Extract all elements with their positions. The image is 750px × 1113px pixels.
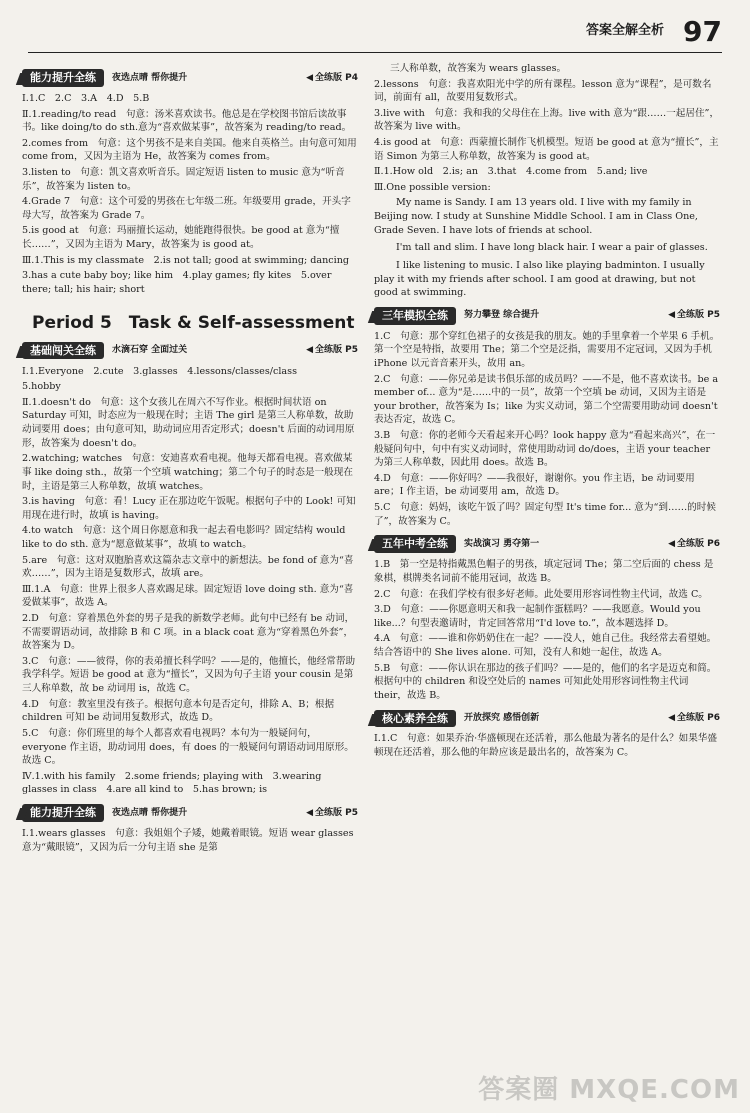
arrow-icon: ◀ — [306, 345, 313, 356]
header-title: 答案全解全析 — [585, 23, 664, 38]
page-number: 97 — [683, 15, 722, 48]
answer-line: Ⅱ.1.reading/to read 句意：汤米喜欢读书。他总是在学校图书馆后读故事书。like doing/to do sth.意为“喜欢做某事”，故答案为 reading/to read。 — [22, 108, 352, 134]
banner-reference — [668, 538, 720, 551]
answer-line: Ⅲ.1.A 句意：世界上很多人喜欢踢足球。固定短语 love doing sth. 意为“喜爱做某事”，故选 A。 — [22, 583, 354, 609]
section-banner — [22, 68, 358, 88]
section-banner — [374, 306, 720, 326]
answer-line: Ⅰ.1.C 句意：如果乔治·华盛顿现在还活着，那么他最为著名的是什么？如果华盛顿现在还活着，那么他的年龄应该是最出名的，故答案为 C。 — [374, 733, 717, 758]
answer-line: 5.B 句意：——你认识在那边的孩子们吗？——是的，他们的名字是迈克和简。根据句中的 children 和设空处后的 names 可知此处用形容词性物主代词 their，故选 B。 — [374, 662, 717, 701]
answer-line: 5.C 句意：你们班里的每个人都喜欢看电视吗？本句为一般疑问句，everyone 作主语，助动词用 does，有 does 的一般疑问句谓语动词用原形。故选 C。 — [22, 727, 354, 767]
answer-line: Ⅱ.1.doesn't do 句意：这个女孩儿在周六不写作业。根据时间状语 on Saturday 可知，时态应为一般现在时；主语 The girl 是第三人称单数，故助动词要用 does；由句意可知，助动词应用否定形式；doesn't 后面的动词用原形，故答案为 doesn't do。 — [22, 396, 355, 449]
section-banner — [22, 341, 358, 361]
arrow-icon: ◀ — [306, 72, 313, 83]
essay-paragraph: My name is Sandy. I am 13 years old. I live with my family in Beijing now. I study at Sunshine Middle School. I am in Class One, Grade Seven. I have lots of friends at school. — [374, 197, 698, 236]
answer-line: 5.are 句意：这对双胞胎喜欢这篇杂志文章中的新想法。be fond of 意为“喜欢……”，因为主语是复数形式，故填 are。 — [22, 554, 354, 580]
banner-ref-label: 全练版 P6 — [677, 538, 720, 549]
banner-tag: 三年模拟全练 — [374, 307, 456, 325]
banner-subtitle: 水滴石穿 全面过关 — [112, 345, 188, 356]
answer-line: 2.watching; watches 句意：安迪喜欢看电视。他每天都看电视。喜欢做某事 like doing sth.，故第一个空填 watching；第二个句子的时态是一般现在时，主语是第三人称单数，故填 watches。 — [22, 453, 353, 492]
answer-line: 4.is good at 句意：西蒙擅长制作飞机模型。短语 be good at 意为“擅长”，主语 Simon 为第三人称单数，故答案为 is good at。 — [374, 137, 719, 162]
answer-line: 5.hobby — [22, 381, 61, 393]
banner-ref-label: 全练版 P5 — [315, 345, 358, 356]
banner-ref-label: 全练版 P6 — [677, 712, 720, 723]
answer-line: Ⅰ.1.C 2.C 3.A 4.D 5.B — [22, 93, 150, 104]
answer-line: 3.C 句意：——彼得，你的表弟擅长科学吗？——是的，他擅长，他经常帮助我学科学。短语 be good at 意为“擅长”，又因为句子主语 your cousin 是第三人称单数，故 be 动词用 is，故选 C。 — [22, 655, 356, 695]
answer-line: 1.B 第一空是特指戴黑色帽子的男孩，填定冠词 The；第二空后面的 chess 是象棋，棋牌类名词前不能用冠词，故选 B。 — [374, 559, 714, 584]
answer-line: 4.D 句意：教室里没有孩子。根据句意本句是否定句，排除 A、B；根据 children 可知 be 动词用复数形式，故选 D。 — [22, 698, 335, 724]
answer-line: 3.D 句意：——你愿意明天和我一起制作蛋糕吗？——我愿意。Would you like...？句型表邀请时，肯定回答常用“I'd love to.”，故本题选择 D。 — [374, 604, 701, 629]
section-banner — [374, 708, 720, 728]
arrow-icon: ◀ — [668, 712, 675, 723]
answer-line: 2.C 句意：——你兄弟是读书俱乐部的成员吗？——不是，他不喜欢读书。be a member of... 意为“是……中的一员”，故第一个空填 be 动词，又因为主语是 your brother，故答案为 Is；like 为实义动词，第二个空需要用助动词 doesn't 表达否定，故选 C。 — [374, 373, 719, 426]
banner-ref-label: 全练版 P4 — [315, 72, 358, 83]
banner-tag: 能力提升全练 — [22, 69, 104, 87]
answer-line: 2.lessons 句意：我喜欢阳光中学的所有课程。lesson 意为“课程”，是可数名词，前面有 all，故要用复数形式。 — [374, 78, 712, 104]
arrow-icon: ◀ — [306, 807, 313, 818]
header-rule — [28, 52, 722, 53]
banner-reference — [668, 309, 720, 322]
banner-tag: 能力提升全练 — [22, 804, 104, 822]
answer-line: Ⅰ.1.Everyone 2.cute 3.glasses 4.lessons/classes/class — [22, 365, 297, 377]
answer-line: Ⅲ.1.This is my classmate 2.is not tall; good at swimming; dancing — [22, 254, 350, 266]
answer-line: 5.C 句意：妈妈，该吃午饭了吗？固定句型 It's time for... 意为“到……的时候了”，故答案为 C。 — [374, 502, 716, 527]
arrow-icon: ◀ — [668, 310, 675, 321]
answer-line: 2.D 句意：穿着黑色外套的男子是我的新数学老师。此句中已经有 be 动词，不需要谓语动词，故排除 B 和 C 项。in a black coat 意为“穿着黑色外套”，故答案为 D。 — [22, 613, 355, 652]
banner-subtitle: 夜选点晴 帮你提升 — [112, 72, 188, 83]
banner-subtitle: 夜选点晴 帮你提升 — [112, 807, 188, 818]
banner-subtitle: 实战演习 勇夺第一 — [464, 538, 540, 549]
answer-line: 4.to watch 句意：这个周日你愿意和我一起去看电影吗？固定结构 would like to do sth. 意为“愿意做某事”，故填 to watch。 — [22, 525, 346, 550]
banner-reference — [668, 712, 720, 725]
answer-line: 2.C 句意：在我们学校有很多好老师。此处要用形容词性物主代词，故选 C。 — [374, 588, 708, 600]
banner-subtitle: 努力攀登 综合提升 — [464, 310, 540, 321]
section-banner — [374, 534, 720, 554]
answer-line: 4.A 句意：——谁和你奶奶住在一起？——没人，她自己住。我经常去看望她。结合答语中的 She lives alone. 可知，没有人和她一起住，故选 A。 — [374, 633, 717, 658]
period-title: Period 5 Task & Self-assessment — [32, 312, 355, 333]
left-column — [22, 62, 358, 856]
answer-line: 4.D 句意：——你好吗？——我很好，谢谢你。you 作主语，be 动词要用 are；I 作主语，be 动词要用 am，故选 D。 — [374, 472, 695, 498]
banner-reference — [306, 344, 358, 357]
answer-line: 5.is good at 句意：玛丽擅长运动，她能跑得很快。be good at 意为“擅长……”，又因为主语为 Mary，故答案为 is good at。 — [22, 225, 340, 251]
banner-reference — [306, 807, 358, 820]
answer-line: Ⅱ.1.How old 2.is; an 3.that 4.come from 5.and; live — [374, 166, 648, 178]
answer-line: Ⅲ.One possible version: — [374, 181, 491, 193]
banner-tag: 基础闯关全练 — [22, 342, 104, 360]
essay-paragraph: I like listening to music. I also like playing badminton. I usually play it with my friends after school. I am good at drawing, but not good at swimming. — [374, 259, 705, 299]
arrow-icon: ◀ — [668, 538, 675, 549]
banner-subtitle: 开放探究 感悟创新 — [464, 712, 540, 723]
banner-tag: 五年中考全练 — [374, 535, 456, 553]
section-banner — [22, 803, 358, 823]
answer-line: 2.comes from 句意：这个男孩不是来自美国。他来自英格兰。由句意可知用 come from，又因为主语为 He，故答案为 comes from。 — [22, 137, 357, 163]
answer-line: Ⅰ.1.wears glasses 句意：我姐姐个子矮，她戴着眼镜。短语 wear glasses 意为“戴眼镜”，又因为后一分句主语 she 是第 — [22, 827, 354, 853]
banner-tag: 核心素养全练 — [374, 710, 456, 728]
answer-line: 4.Grade 7 句意：这个可爱的男孩在七年级二班。年级要用 grade，开头字母大写，故答案为 Grade 7。 — [22, 196, 351, 221]
answer-line: 3.B 句意：你的老师今天看起来开心吗？look happy 意为“看起来高兴”，在一般疑问句中，句中有实义动词时，常使用助动词 do/does，主语 your teacher 为第三人称单数，因此用 does。故选 B。 — [374, 430, 716, 469]
answer-line: Ⅳ.1.with his family 2.some friends; playing with 3.wearing glasses in class 4.are all kind to 5.has brown; is — [22, 770, 322, 796]
page-header — [0, 6, 750, 50]
essay-paragraph: I'm tall and slim. I have long black hair. I wear a pair of glasses. — [396, 242, 708, 254]
banner-reference — [306, 72, 358, 85]
answer-line: 3.has a cute baby boy; like him 4.play games; fly kites 5.over there; tall; his hair; short — [22, 270, 332, 295]
right-column — [374, 62, 720, 762]
answer-line: 三人称单数，故答案为 wears glasses。 — [390, 63, 567, 74]
answer-line: 1.C 句意：那个穿红色裙子的女孩是我的朋友。她的手里拿着一个苹果 6 手机。第一个空是特指，故要用 The；第二个空是泛指，需要用不定冠词，又因为手机 iPhone 以元音音素开头，故用 an。 — [374, 330, 720, 369]
banner-ref-label: 全练版 P5 — [677, 310, 720, 321]
answer-line: 3.listen to 句意：凯文喜欢听音乐。固定短语 listen to music 意为“听音乐”，故答案为 listen to。 — [22, 167, 345, 192]
answer-line: 3.is having 句意：看！Lucy 正在那边吃午饭呢。根据句子中的 Look! 可知用现在进行时，故填 is having。 — [22, 496, 356, 521]
watermark: 答案圈 MXQE.COM — [478, 1075, 740, 1106]
banner-ref-label: 全练版 P5 — [315, 807, 358, 818]
answer-line: 3.live with 句意：我和我的父母住在上海。live with 意为“跟……一起居住”，故答案为 live with。 — [374, 107, 720, 133]
